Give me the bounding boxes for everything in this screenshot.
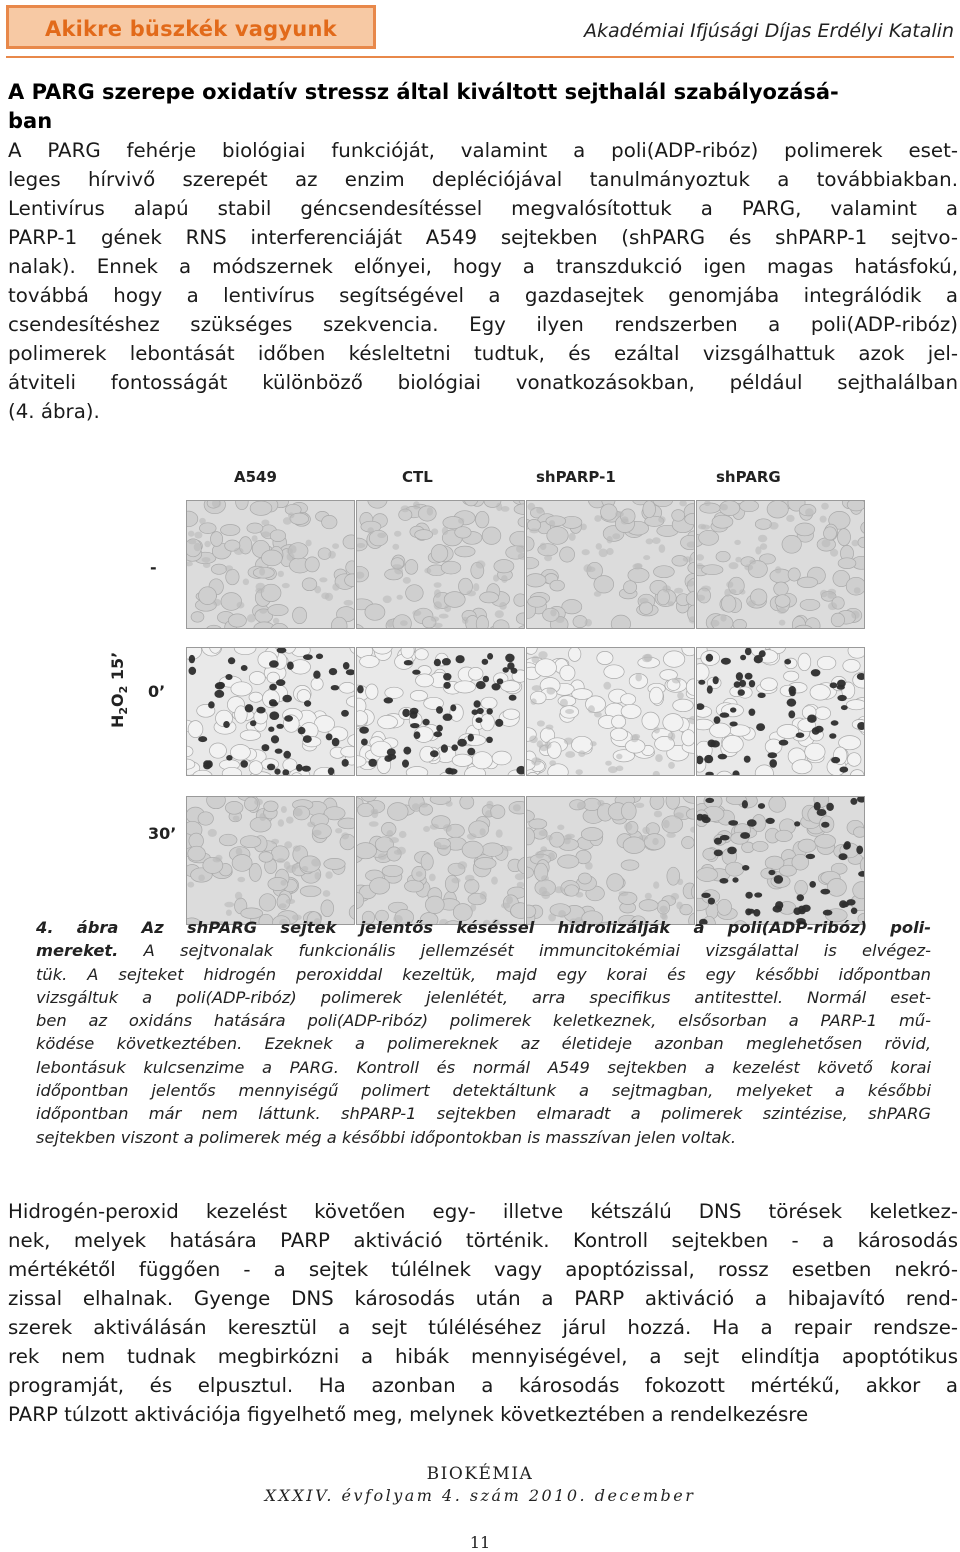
caption-line <box>36 1032 931 1055</box>
text-line: PARP túlzott aktivációja figyelhető meg, melynek következtében a rendelkezésre <box>8 1403 809 1426</box>
text-line: Lentivírus alapú stabil géncsendesítéssel megvalósítottuk a PARG, valamint a <box>8 197 958 220</box>
caption-text: időpontban már nem láttunk. shPARP-1 sejtekben elmaradt a polimerek szintézise, shPARG <box>36 1104 931 1124</box>
micrograph-panel <box>186 796 355 925</box>
micrograph-panel <box>356 796 525 925</box>
article-section <box>8 78 958 426</box>
caption-line <box>36 1102 931 1125</box>
text-line: (4. ábra). <box>8 400 100 423</box>
title-line: A PARG szerepe oxidatív stressz által kiváltott sejthalál szabályozásá- <box>8 80 839 104</box>
row-label: 0’ <box>148 682 166 701</box>
micrograph-panel <box>696 796 865 925</box>
text-line: nek, melyek hatására PARP aktiváció történik. Kontroll sejtekben - a károsodás <box>8 1229 958 1252</box>
column-label: A549 <box>234 468 277 486</box>
text-line: mértékétől függően - a sejtek túlélnek vagy apoptózissal, rossz esetben nekró- <box>8 1258 958 1281</box>
micrograph-panel <box>356 647 525 776</box>
caption-line <box>36 963 931 986</box>
caption-line <box>36 1056 931 1079</box>
header-rule <box>6 56 954 58</box>
caption-line <box>36 1009 931 1032</box>
section-tab <box>6 5 376 49</box>
text-line: továbbá hogy a lentivírus segítségével a gazdasejtek genomjába integrálódik a <box>8 284 958 307</box>
section-title <box>8 78 958 136</box>
row-label: 30’ <box>148 824 177 843</box>
caption-text: ben az oxidáns hatására poli(ADP-ribóz) polimerek keletkeznek, elsősorban a PARP-1 mű- <box>36 1011 931 1031</box>
footer-issue: XXXIV. évfolyam 4. szám 2010. december <box>264 1486 696 1505</box>
text-line: zissal elhalnak. Gyenge DNS károsodás után a PARP aktiváció a hibajavító rend- <box>8 1287 958 1310</box>
running-title: Akadémiai Ifjúsági Díjas Erdélyi Katalin <box>584 20 954 42</box>
micrograph-panel <box>186 500 355 629</box>
figure-4 <box>96 462 888 894</box>
micrograph-panel <box>526 796 695 925</box>
caption-line <box>36 1079 931 1102</box>
micrograph-panel <box>526 647 695 776</box>
text-line: átviteli fontosságát különböző biológiai vonatkozásokban, például sejthalálban <box>8 371 958 394</box>
body-paragraph <box>8 1197 958 1429</box>
caption-line <box>36 939 931 962</box>
caption-bold: 4. ábra Az shPARG sejtek jelentős késéssel hidrolizálják a poli(ADP-ribóz) poli- <box>36 918 931 937</box>
micrograph-panel <box>696 500 865 629</box>
caption-text: A sejtvonalak funkcionális jellemzését immuncitokémiai vizsgálattal is elvégez- <box>118 941 931 961</box>
text-line: A PARG fehérje biológiai funkcióját, valamint a poli(ADP-ribóz) polimerek eset- <box>8 139 958 162</box>
column-label: CTL <box>402 468 433 486</box>
micrograph-panel <box>186 647 355 776</box>
caption-text: tük. A sejteket hidrogén peroxiddal kezeltük, majd egy korai és egy későbbi időpontban <box>36 964 931 984</box>
footer-journal: BIOKÉMIA <box>426 1464 534 1484</box>
text-line: Hidrogén-peroxid kezelést követően egy- illetve kétszálú DNS törések keletkez- <box>8 1200 958 1223</box>
row-label: - <box>150 558 157 577</box>
body-paragraph <box>8 136 958 426</box>
page-number: 11 <box>469 1533 491 1552</box>
title-line: ban <box>8 109 53 133</box>
micrograph-panel <box>356 500 525 629</box>
text-line: leges hírvivő szerepét az enzim depléciójával tanulmányoztuk a továbbiakban. <box>8 168 958 191</box>
caption-text: ködése következtében. Ezeknek a polimereknek az életideje azonban meglehetősen rövid, <box>36 1034 931 1054</box>
text-line: rek nem tudnak megbirkózni a hibák mennyiségével, a sejt elindítja apoptótikus <box>8 1345 958 1368</box>
figure-caption <box>36 916 931 1149</box>
column-label: shPARP-1 <box>536 468 616 486</box>
caption-text: sejtekben viszont a polimerek még a későbbi időpontokban is masszívan jelen voltak. <box>36 1127 737 1147</box>
caption-line <box>36 916 931 939</box>
caption-bold: mereket. <box>36 941 119 961</box>
caption-line <box>36 986 931 1009</box>
text-line: nalak). Ennek a módszernek előnyei, hogy a transzdukció igen magas hatásfokú, <box>8 255 958 278</box>
text-line: csendesítéshez szükséges szekvencia. Egy ilyen rendszerben a poli(ADP-ribóz) <box>8 313 958 336</box>
caption-line <box>36 1126 931 1149</box>
micrograph-panel <box>526 500 695 629</box>
text-line: PARP-1 gének RNS interferenciáját A549 sejtekben (shPARG és shPARP-1 sejtvo- <box>8 226 958 249</box>
text-line: polimerek lebontását időben késleltetni tudtuk, és ezáltal vizsgálhattuk azok jel- <box>8 342 958 365</box>
column-label: shPARG <box>716 468 781 486</box>
caption-text: időpontban jelentős mennyiségű polimert detektáltunk a sejtmagban, melyeket a későbbi <box>36 1081 931 1101</box>
text-line: programját, és elpusztul. Ha azonban a károsodás fokozott mértékű, akkor a <box>8 1374 958 1397</box>
section-tab-label: Akikre büszkék vagyunk <box>45 17 337 41</box>
text-line: szerek aktiválásán keresztül a sejt túléléséhez járul hozzá. Ha a repair rendsze- <box>8 1316 958 1339</box>
caption-text: lebontásuk kulcsenzime a PARG. Kontroll és normál A549 sejtekben a kezelést követő korai <box>36 1057 931 1077</box>
caption-text: vizsgáltuk a poli(ADP-ribóz) polimerek jelenlétét, arra specifikus antitesttel. Normál eset- <box>36 987 931 1007</box>
y-axis-label: $H_2O_2$ 15’ <box>108 651 131 728</box>
micrograph-panel <box>696 647 865 776</box>
lower-section <box>8 1197 958 1429</box>
